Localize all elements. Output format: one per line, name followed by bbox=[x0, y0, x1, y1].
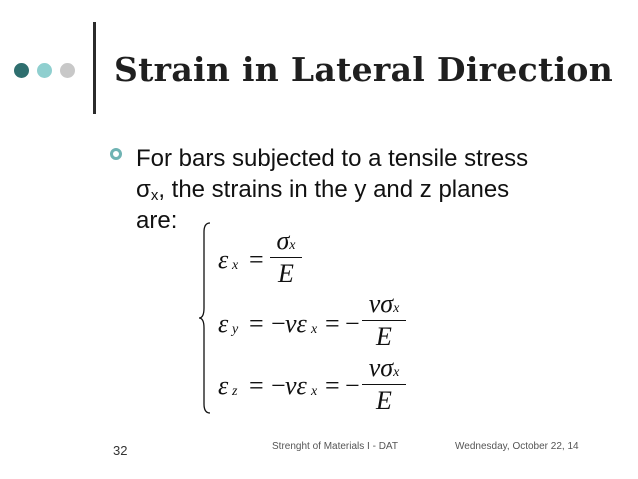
footer-course: Strenght of Materials I - DAT bbox=[272, 441, 398, 452]
eq3-denominator: E bbox=[376, 386, 392, 415]
eq3-minus-2: − bbox=[345, 371, 360, 400]
sigma-symbol: σ bbox=[136, 176, 151, 203]
page-number: 32 bbox=[113, 443, 128, 458]
eq3-fraction-bar bbox=[362, 384, 406, 385]
eq2-equals-2: = bbox=[325, 309, 340, 338]
eq2-nu-eps-sub: x bbox=[311, 322, 318, 337]
eq3-epsilon: ε bbox=[218, 371, 229, 400]
eq2-denominator: E bbox=[376, 322, 392, 351]
eq3-fraction bbox=[362, 353, 406, 416]
bullet-line-3: are: bbox=[136, 207, 178, 234]
footer-date: Wednesday, October 22, 14 bbox=[455, 441, 579, 452]
dot-teal bbox=[37, 63, 52, 78]
eq2-epsilon: ε bbox=[218, 309, 229, 338]
bullet-line-2: , the strains in the y and z planes bbox=[158, 176, 510, 203]
eq3-equals-2: = bbox=[325, 371, 340, 400]
eq2-fraction bbox=[362, 289, 406, 352]
eq1-equals: = bbox=[249, 245, 264, 274]
sigma-subscript: x bbox=[150, 187, 159, 204]
left-brace bbox=[198, 222, 212, 414]
eq2-fraction-bar bbox=[362, 320, 406, 321]
eq2-sub: y bbox=[232, 322, 239, 337]
eq1-sigma: σ bbox=[276, 226, 290, 255]
eq1-sigma-sub: x bbox=[289, 238, 296, 253]
eq1-epsilon: ε bbox=[218, 245, 229, 274]
eq2-nu-sigma-sub: x bbox=[393, 301, 400, 316]
slide-title: Strain in Lateral Direction bbox=[114, 50, 614, 89]
eq3-sub: z bbox=[232, 384, 238, 399]
eq2-nu-sigma: νσ bbox=[368, 289, 394, 318]
eq3-minus: − bbox=[271, 371, 286, 400]
eq2-equals: = bbox=[249, 309, 264, 338]
dot-grey bbox=[60, 63, 75, 78]
eq2-minus: − bbox=[271, 309, 286, 338]
eq2-minus-2: − bbox=[345, 309, 360, 338]
eq1-fraction bbox=[270, 226, 302, 289]
eq1-fraction-bar bbox=[270, 257, 302, 258]
eq3-nu-sigma-sub: x bbox=[393, 365, 400, 380]
bullet-ring-icon bbox=[110, 148, 122, 160]
eq1-denominator: E bbox=[278, 259, 294, 288]
bullet-line-1: For bars subjected to a tensile stress bbox=[136, 145, 529, 172]
decorative-dots bbox=[14, 63, 75, 78]
eq2-nu-eps: νε bbox=[285, 309, 307, 338]
title-divider bbox=[93, 22, 96, 114]
eq3-nu-eps-sub: x bbox=[311, 384, 318, 399]
eq3-nu-eps: νε bbox=[285, 371, 307, 400]
eq1-sub: x bbox=[232, 258, 239, 273]
eq3-nu-sigma: νσ bbox=[368, 353, 394, 382]
dot-dark bbox=[14, 63, 29, 78]
eq3-equals: = bbox=[249, 371, 264, 400]
